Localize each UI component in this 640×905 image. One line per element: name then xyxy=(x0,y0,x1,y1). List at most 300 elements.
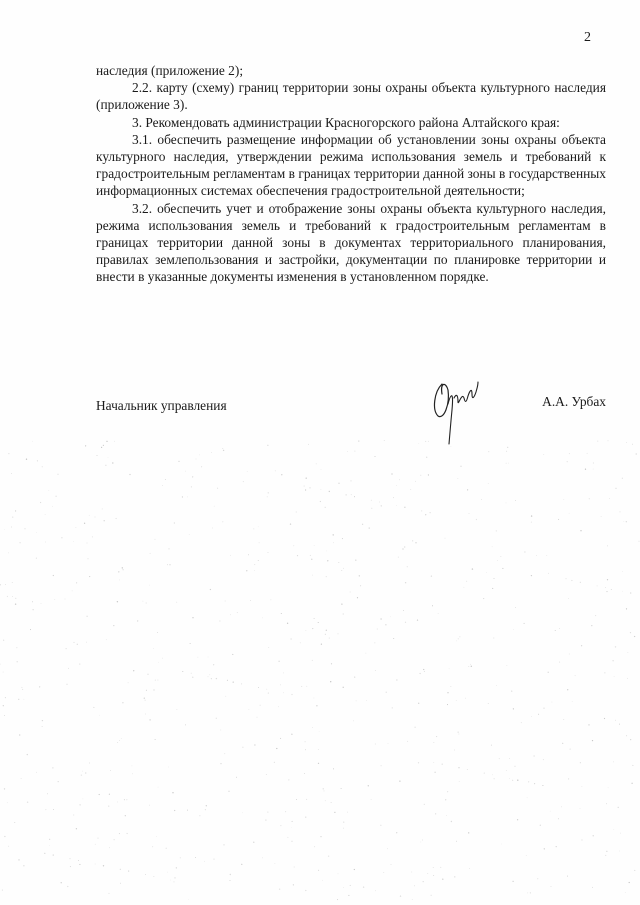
scan-speck xyxy=(52,767,53,768)
scan-speck xyxy=(300,642,301,643)
scan-speck xyxy=(341,603,342,604)
scan-speck xyxy=(318,749,319,750)
scan-speck xyxy=(32,601,33,602)
scan-speck xyxy=(375,670,376,671)
scan-speck xyxy=(447,791,448,792)
scan-speck xyxy=(619,851,620,852)
scan-speck xyxy=(551,702,552,703)
scan-speck xyxy=(509,758,510,759)
scan-speck xyxy=(613,829,614,830)
scan-speck xyxy=(354,676,355,677)
scan-speck xyxy=(17,661,18,662)
scan-speck xyxy=(8,846,9,847)
scan-speck xyxy=(306,630,307,631)
scan-speck xyxy=(236,777,237,778)
scan-speck xyxy=(465,698,466,699)
scan-speck xyxy=(305,489,306,490)
scan-speck xyxy=(82,771,83,772)
scan-speck xyxy=(169,564,170,565)
scan-speck xyxy=(23,865,24,866)
scan-speck xyxy=(242,812,243,813)
scan-speck xyxy=(296,799,297,800)
scan-speck xyxy=(630,739,631,740)
scan-speck xyxy=(119,833,120,834)
scan-speck xyxy=(323,788,324,789)
scan-speck xyxy=(615,720,616,721)
scan-speck xyxy=(631,783,632,784)
scan-speck xyxy=(162,485,163,486)
scan-speck xyxy=(468,832,469,833)
scan-speck xyxy=(267,496,268,497)
scan-speck xyxy=(567,876,568,877)
scan-speck xyxy=(454,750,455,751)
scan-speck xyxy=(622,571,623,572)
scan-speck xyxy=(41,603,42,604)
paragraph-3: 3. Рекомендовать администрации Красногорского района Алтайского края: xyxy=(132,114,560,130)
scan-speck xyxy=(404,546,405,547)
scan-speck xyxy=(191,486,192,487)
scan-speck xyxy=(492,546,493,547)
scan-speck xyxy=(15,510,16,511)
scan-speck xyxy=(153,689,154,690)
scan-speck xyxy=(492,774,493,775)
scan-speck xyxy=(458,767,459,768)
scan-speck xyxy=(206,805,207,806)
scan-speck xyxy=(354,496,355,497)
scan-speck xyxy=(354,869,355,870)
scan-speck xyxy=(72,591,73,592)
scan-speck xyxy=(113,625,114,626)
scan-speck xyxy=(341,788,342,789)
scan-speck xyxy=(567,689,568,690)
scan-speck xyxy=(556,846,557,847)
scan-speck xyxy=(403,610,404,611)
scan-speck xyxy=(506,463,507,464)
scan-speck xyxy=(150,553,151,554)
scan-speck xyxy=(291,734,292,735)
scan-speck xyxy=(458,478,459,479)
scan-speck xyxy=(526,855,527,856)
scan-speck xyxy=(42,720,43,721)
scan-speck xyxy=(442,879,443,880)
scan-speck xyxy=(165,479,166,480)
scan-speck xyxy=(626,521,627,522)
scan-speck xyxy=(402,548,403,549)
scan-speck xyxy=(434,772,435,773)
scan-speck xyxy=(538,714,539,715)
scan-speck xyxy=(626,735,627,736)
scan-speck xyxy=(283,692,284,693)
page-number: 2 xyxy=(584,30,591,45)
scan-speck xyxy=(338,873,339,874)
scan-speck xyxy=(301,686,302,687)
scan-speck xyxy=(342,538,343,539)
scan-speck xyxy=(149,719,150,720)
scan-speck xyxy=(14,822,15,823)
scan-speck xyxy=(243,481,244,482)
scan-speck xyxy=(81,774,82,775)
scan-speck xyxy=(210,589,211,590)
scan-speck xyxy=(223,844,224,845)
scan-speck xyxy=(512,881,513,882)
scan-speck xyxy=(262,618,263,619)
scan-speck xyxy=(198,657,199,658)
scan-speck xyxy=(86,616,87,617)
scan-speck xyxy=(4,836,5,837)
scan-speck xyxy=(220,763,221,764)
scan-speck xyxy=(258,687,259,688)
scan-speck xyxy=(57,474,58,475)
scan-speck xyxy=(66,648,67,649)
scan-speck xyxy=(174,877,175,878)
scan-speck xyxy=(618,807,619,808)
scan-speck xyxy=(326,551,327,552)
scan-speck xyxy=(593,835,594,836)
scan-speck xyxy=(66,684,67,685)
scan-speck xyxy=(220,730,221,731)
scan-speck xyxy=(471,666,472,667)
scan-speck xyxy=(632,444,633,445)
scan-speck xyxy=(322,880,323,881)
scan-speck xyxy=(546,555,547,556)
scan-speck xyxy=(456,841,457,842)
paragraph-3-2: 3.2. обеспечить учет и отображение зоны охраны объекта культурного наследия, режима использования земель и требований к градостроительным регламентам в границах территории данной зоны в документах территориального планирования, правилах землепользования и застройки, документации по планировке территории и внести в указанные документы изменения в установленном порядке. xyxy=(96,200,606,285)
scan-speck xyxy=(253,528,254,529)
scan-speck xyxy=(70,858,71,859)
scan-speck xyxy=(393,497,394,498)
scan-speck xyxy=(530,892,531,893)
scan-speck xyxy=(558,818,559,819)
scan-speck xyxy=(613,762,614,763)
scan-speck xyxy=(249,709,250,710)
scan-speck xyxy=(230,880,231,881)
scan-speck xyxy=(502,568,503,569)
scan-speck xyxy=(410,489,411,490)
scan-speck xyxy=(470,664,471,665)
scan-speck xyxy=(567,461,568,462)
scan-speck xyxy=(343,828,344,829)
scan-speck xyxy=(86,642,87,643)
scan-speck xyxy=(5,697,6,698)
scan-speck xyxy=(314,698,315,699)
scan-speck xyxy=(254,564,255,565)
scan-speck xyxy=(350,592,351,593)
scan-speck xyxy=(512,780,513,781)
scan-speck xyxy=(125,815,126,816)
scan-speck xyxy=(420,842,421,843)
scan-speck xyxy=(296,512,297,513)
scan-speck xyxy=(325,800,326,801)
scan-speck xyxy=(396,505,397,506)
scan-speck xyxy=(329,638,330,639)
scan-speck xyxy=(604,718,605,719)
scan-speck xyxy=(458,732,459,733)
scan-speck xyxy=(109,893,110,894)
scan-speck xyxy=(201,466,202,467)
scan-speck xyxy=(174,522,175,523)
scan-speck xyxy=(247,471,248,472)
scan-speck xyxy=(417,620,418,621)
scan-speck xyxy=(285,811,286,812)
scan-speck xyxy=(619,724,620,725)
scan-speck xyxy=(85,445,86,446)
scan-speck xyxy=(42,466,43,467)
scan-speck xyxy=(305,749,306,750)
scan-speck xyxy=(4,788,5,789)
scan-speck xyxy=(501,844,502,845)
scan-speck xyxy=(597,585,598,586)
scan-speck xyxy=(454,876,455,877)
scan-speck xyxy=(496,530,497,531)
scan-speck xyxy=(187,497,188,498)
scan-speck xyxy=(21,778,22,779)
scan-speck xyxy=(506,503,507,504)
scan-speck xyxy=(98,838,99,839)
scan-speck xyxy=(145,874,146,875)
scan-speck xyxy=(68,668,69,669)
scan-speck xyxy=(550,811,551,812)
scan-speck xyxy=(350,480,351,481)
scan-speck xyxy=(55,496,56,497)
scan-speck xyxy=(611,589,612,590)
scan-speck xyxy=(630,632,631,633)
scan-speck xyxy=(170,880,171,881)
scan-speck xyxy=(419,673,420,674)
scan-speck xyxy=(314,846,315,847)
scan-speck xyxy=(593,469,594,470)
scan-speck xyxy=(153,648,154,649)
scan-speck xyxy=(195,857,196,858)
scan-speck xyxy=(511,690,512,691)
scan-speck xyxy=(561,806,562,807)
scan-speck xyxy=(241,683,242,684)
scan-speck xyxy=(227,680,228,681)
scan-speck xyxy=(105,465,106,466)
signature-block xyxy=(96,396,606,456)
scan-speck xyxy=(392,707,393,708)
scan-speck xyxy=(79,864,80,865)
scan-speck xyxy=(626,442,627,443)
scan-speck xyxy=(305,741,306,742)
scan-speck xyxy=(606,803,607,804)
scan-speck xyxy=(472,568,473,569)
scan-speck xyxy=(614,676,615,677)
scan-speck xyxy=(626,608,627,609)
scan-speck xyxy=(559,628,560,629)
scan-speck xyxy=(45,514,46,515)
scan-speck xyxy=(4,529,5,530)
scan-speck xyxy=(268,693,269,694)
scan-speck xyxy=(569,654,570,655)
scan-speck xyxy=(467,489,468,490)
scan-speck xyxy=(331,802,332,803)
scan-speck xyxy=(127,833,128,834)
scan-speck xyxy=(581,645,582,646)
scan-speck xyxy=(592,887,593,888)
scan-speck xyxy=(375,890,376,891)
scan-speck xyxy=(306,686,307,687)
scan-speck xyxy=(3,640,4,641)
scan-speck xyxy=(568,598,569,599)
scan-speck xyxy=(369,528,370,529)
scan-speck xyxy=(250,600,251,601)
scan-speck xyxy=(632,765,633,766)
scan-speck xyxy=(447,692,448,693)
scan-speck xyxy=(531,522,532,523)
scan-speck xyxy=(431,575,432,576)
scan-speck xyxy=(338,634,339,635)
scan-speck xyxy=(341,570,342,571)
scan-speck xyxy=(425,514,426,515)
scan-speck xyxy=(11,473,12,474)
scan-speck xyxy=(147,674,148,675)
scan-speck xyxy=(440,867,441,868)
scan-speck xyxy=(166,848,167,849)
scan-speck xyxy=(230,614,231,615)
scan-speck xyxy=(119,580,120,581)
scan-speck xyxy=(45,542,46,543)
scan-speck xyxy=(595,615,596,616)
scan-speck xyxy=(357,597,358,598)
scan-speck xyxy=(565,578,566,579)
scan-speck xyxy=(217,488,218,489)
scan-speck xyxy=(507,665,508,666)
scan-speck xyxy=(628,652,629,653)
scan-speck xyxy=(52,506,53,507)
scan-speck xyxy=(268,647,269,648)
scan-speck xyxy=(562,743,563,744)
scan-speck xyxy=(53,855,54,856)
scan-speck xyxy=(158,662,159,663)
scan-speck xyxy=(622,591,623,592)
scan-speck xyxy=(428,474,429,475)
scan-speck xyxy=(232,654,233,655)
scan-speck xyxy=(117,802,118,803)
scan-speck xyxy=(257,717,258,718)
scan-speck xyxy=(279,889,280,890)
scan-speck xyxy=(65,599,66,600)
scan-speck xyxy=(420,475,421,476)
scan-speck xyxy=(99,794,100,795)
scan-speck xyxy=(607,579,608,580)
scan-speck xyxy=(399,780,400,781)
scan-speck xyxy=(569,513,570,514)
scan-speck xyxy=(391,473,392,474)
scan-speck xyxy=(423,881,424,882)
scan-speck xyxy=(589,498,590,499)
scan-speck xyxy=(293,884,294,885)
scan-speck xyxy=(422,840,423,841)
scan-speck xyxy=(608,440,609,441)
scan-speck xyxy=(627,678,628,679)
scan-speck xyxy=(459,636,460,637)
scan-speck xyxy=(582,786,583,787)
scan-speck xyxy=(623,521,624,522)
scan-speck xyxy=(333,768,334,769)
scan-speck xyxy=(76,828,77,829)
scan-speck xyxy=(157,680,158,681)
scan-speck xyxy=(84,523,85,524)
scan-speck xyxy=(371,508,372,509)
scan-speck xyxy=(265,820,266,821)
scan-speck xyxy=(189,534,190,535)
scan-speck xyxy=(154,876,155,877)
scan-speck xyxy=(73,642,74,643)
scan-speck xyxy=(605,587,606,588)
scan-speck xyxy=(326,576,327,577)
signer-name: А.А. Урбах xyxy=(542,394,606,409)
scan-speck xyxy=(537,878,538,879)
scan-speck xyxy=(333,542,334,543)
scan-speck xyxy=(318,763,319,764)
scan-speck xyxy=(233,682,234,683)
scan-speck xyxy=(27,754,28,755)
scan-speck xyxy=(399,479,400,480)
scan-speck xyxy=(379,502,380,503)
scan-speck xyxy=(283,673,284,674)
scan-speck xyxy=(531,515,532,516)
scan-speck xyxy=(427,873,428,874)
scan-speck xyxy=(606,591,607,592)
scan-speck xyxy=(75,527,76,528)
scan-speck xyxy=(524,551,525,552)
scan-speck xyxy=(464,587,465,588)
scan-speck xyxy=(167,564,168,565)
scan-speck xyxy=(114,839,115,840)
scan-speck xyxy=(343,821,344,822)
scan-speck xyxy=(155,739,156,740)
scan-speck xyxy=(274,762,275,763)
scan-speck xyxy=(110,770,111,771)
scan-speck xyxy=(291,827,292,828)
scan-speck xyxy=(619,511,620,512)
scan-speck xyxy=(12,596,13,597)
scan-speck xyxy=(543,708,544,709)
scan-speck xyxy=(180,858,181,859)
scan-speck xyxy=(144,698,145,699)
scan-speck xyxy=(155,539,156,540)
scan-speck xyxy=(145,700,146,701)
scan-speck xyxy=(109,847,110,848)
scan-speck xyxy=(230,874,231,875)
scan-speck xyxy=(314,618,315,619)
scan-speck xyxy=(216,718,217,719)
scan-speck xyxy=(129,474,130,475)
scan-speck xyxy=(254,744,255,745)
scan-speck xyxy=(418,703,419,704)
handwritten-signature-icon xyxy=(428,374,484,446)
scan-speck xyxy=(377,629,378,630)
scan-speck xyxy=(329,491,330,492)
scan-speck xyxy=(79,664,80,665)
scan-speck xyxy=(145,714,146,715)
scan-speck xyxy=(108,806,109,807)
scan-speck xyxy=(570,749,571,750)
scan-speck xyxy=(16,647,17,648)
scan-speck xyxy=(558,519,559,520)
scan-speck xyxy=(481,499,482,500)
scan-speck xyxy=(174,810,175,811)
scan-speck xyxy=(426,457,427,458)
scan-speck xyxy=(362,524,363,525)
scan-speck xyxy=(434,742,435,743)
scan-speck xyxy=(517,819,518,820)
scan-speck xyxy=(534,755,535,756)
scan-speck xyxy=(488,483,489,484)
scan-speck xyxy=(0,584,1,585)
scan-speck xyxy=(102,508,103,509)
scan-speck xyxy=(629,882,630,883)
